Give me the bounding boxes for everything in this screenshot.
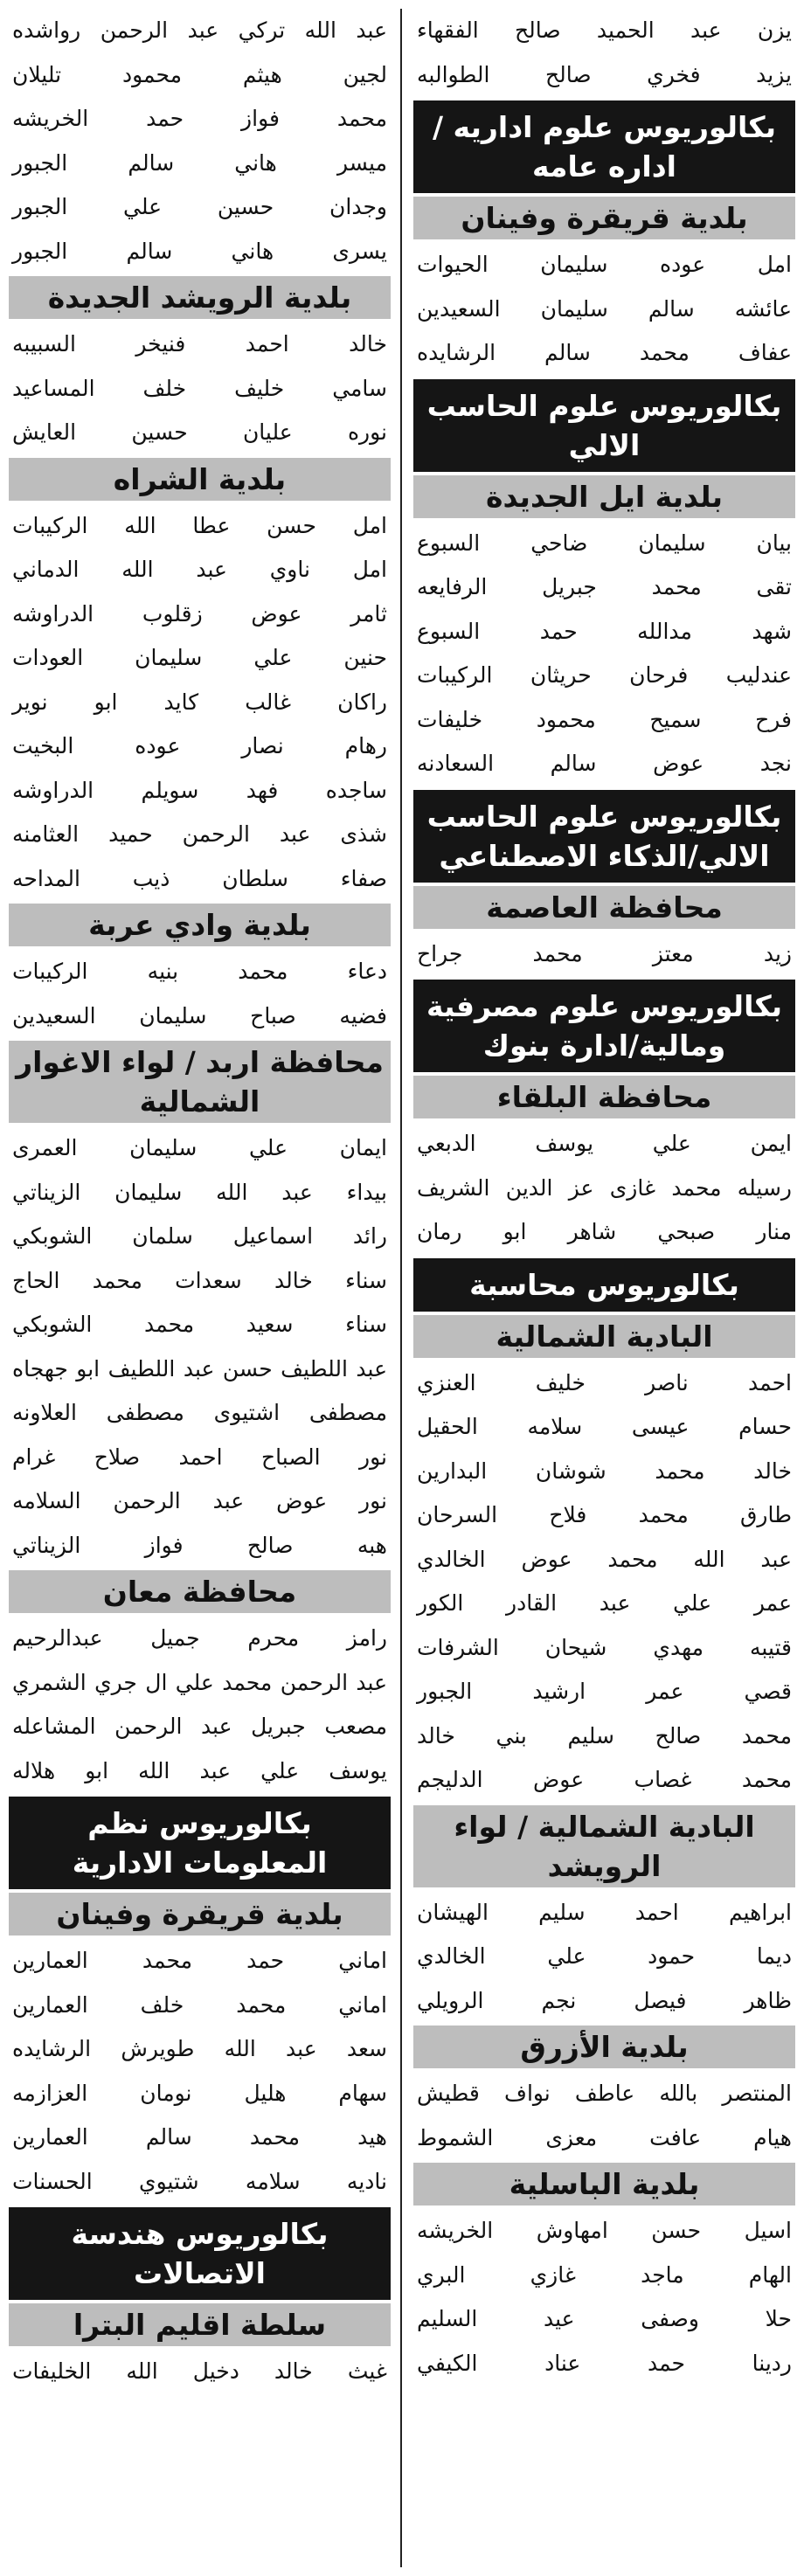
region-heading: سلطة اقليم البترا (9, 2303, 391, 2346)
degree-heading: بكالوريوس علوم الحاسب الالي/الذكاء الاصطناعي (413, 790, 795, 883)
degree-heading: بكالوريوس هندسة الاتصالات (9, 2207, 391, 2300)
name-entry: محمد غصاب عوض الدليجم (417, 1767, 792, 1792)
degree-heading: بكالوريوس محاسبة (413, 1258, 795, 1312)
name-entry: امل عوده سليمان الحيوات (417, 252, 792, 277)
name-entry: نور عوض عبد الرحمن السلامه (12, 1488, 387, 1513)
region-heading: البادية الشمالية / لواء الرويشد (413, 1805, 795, 1887)
name-entry: حسام عيسى سلامه الحقيل (417, 1414, 792, 1439)
name-entry: نوره عليان حسين العايش (12, 419, 387, 445)
name-entry: غيث خالد دخيل الله الخليفات (12, 2358, 387, 2384)
name-entry: زيد معتز محمد جراح (417, 940, 792, 966)
region-heading: بلدية ايل الجديدة (413, 475, 795, 518)
name-entry: ظاهر فيصل نجم الرويلي (417, 1987, 792, 2013)
region-heading: محافظة اربد / لواء الاغوار الشمالية (9, 1041, 391, 1123)
name-entry: عبد الله تركي عبد الرحمن رواشده (12, 17, 387, 43)
name-entry: امل حسن عطا الله الركيبات (12, 512, 387, 538)
name-entry: ابراهيم احمد سليم الهيشان (417, 1899, 792, 1925)
name-entry: ناديه سلامه شتيوي الحسنات (12, 2168, 387, 2194)
name-entry: محمد صالح سليم بني خالد (417, 1722, 792, 1748)
name-entry: سناء سعيد محمد الشوبكي (12, 1312, 387, 1337)
name-entry: محمد فواز حمد الخريشه (12, 106, 387, 131)
name-entry: عندليب فرحان حريثان الركيبات (417, 662, 792, 688)
column-divider (400, 9, 402, 2567)
name-entry: عفاف محمد سالم الرشايده (417, 340, 792, 365)
name-entry: ديما حمود علي الخالدي (417, 1943, 792, 1969)
name-entry: اماني حمد محمد العمارين (12, 1948, 387, 1973)
name-entry: احمد ناصر خليف العنزي (417, 1369, 792, 1395)
name-entry: سامي خليف خلف المساعيد (12, 375, 387, 401)
name-entry: صفاء سلطان ذيب المداحه (12, 865, 387, 891)
newspaper-page (9, 9, 795, 2567)
name-entry: ساجده فهد سويلم الدراوشه (12, 777, 387, 803)
name-entry: سعد عبد الله طويرش الرشايده (12, 2036, 387, 2061)
right-column (413, 9, 795, 2567)
name-entry: رائد اسماعيل سلمان الشوبكي (12, 1223, 387, 1249)
name-entry: عبد الله محمد عوض الخالدي (417, 1546, 792, 1572)
name-entry: عمر علي عبد القادر الكور (417, 1590, 792, 1616)
degree-heading: بكالوريوس علوم الحاسب الالي (413, 379, 795, 472)
name-entry: ايمن علي يوسف الدبعي (417, 1131, 792, 1156)
name-entry: لجين هيثم محمود تليلان (12, 61, 387, 87)
region-heading: بلدية وادي عربة (9, 904, 391, 946)
name-entry: شهد مدالله حمد السبوع (417, 618, 792, 644)
name-entry: قتيبه مهدي شيحان الشرفات (417, 1634, 792, 1660)
degree-heading: بكالوريوس علوم مصرفية ومالية/ادارة بنوك (413, 980, 795, 1072)
name-entry: رهام نصار عوده البخيت (12, 733, 387, 758)
name-entry: ردينا حمد عناد الكيفي (417, 2350, 792, 2376)
name-entry: سناء خالد سعدات محمد الحاج (12, 1267, 387, 1293)
name-entry: يزن عبد الحميد صالح الفقهاء (417, 17, 792, 43)
name-entry: عائشه سالم سليمان السعيدين (417, 295, 792, 322)
region-heading: البادية الشمالية (413, 1315, 795, 1358)
region-heading: بلدية الرويشد الجديدة (9, 276, 391, 319)
name-entry: فرح سميح محمود خليفات (417, 706, 792, 732)
name-entry: هيد محمد سالم العمارين (12, 2124, 387, 2150)
region-heading: بلدية الباسلية (413, 2163, 795, 2206)
name-entry: يزيد فخري صالح الطوالبه (417, 61, 792, 87)
name-entry: ايمان علي سليمان العمرى (12, 1135, 387, 1160)
name-entry: تقى محمد جبريل الرفايعه (417, 574, 792, 599)
name-entry: خالد احمد فنيخر السبيبه (12, 331, 387, 357)
name-entry: اماني محمد خلف العمارين (12, 1991, 387, 2018)
name-entry: خالد محمد شوشان البدارين (417, 1458, 792, 1484)
region-heading: بلدية الشراه (9, 458, 391, 501)
region-heading: بلدية قريقرة وفينان (9, 1893, 391, 1935)
name-entry: امل ناوي عبد الله الدماني (12, 557, 387, 582)
degree-heading: بكالوريوس نظم المعلومات الادارية (9, 1797, 391, 1889)
name-entry: مصطفى اشتيوى مصطفى العلاونه (12, 1400, 387, 1425)
name-entry: شذى عبد الرحمن حميد العثامنه (12, 821, 387, 847)
name-entry: يوسف علي عبد الله ابو هلاله (12, 1757, 387, 1783)
name-entry: ثامر عوض زقلوب الدراوشه (12, 600, 387, 627)
name-entry: نور الصباح احمد صلاح غرام (12, 1444, 387, 1470)
name-entry: المنتصر بالله عاطف نواف قطيش (417, 2081, 792, 2106)
name-entry: عبد اللطيف حسن عبد اللطيف ابو جهجاه (12, 1355, 387, 1381)
degree-heading: بكالوريوس علوم اداريه / اداره عامه (413, 100, 795, 193)
name-entry: قصي عمر ارشيد الجبور (417, 1679, 792, 1704)
name-entry: دعاء محمد بنيه الركيبات (12, 959, 387, 984)
name-entry: رامز محرم جميل عبدالرحيم (12, 1625, 387, 1651)
name-entry: وجدان حسين علي الجبور (12, 194, 387, 219)
region-heading: محافظة معان (9, 1570, 391, 1613)
name-entry: بيان سليمان ضاحي السبوع (417, 530, 792, 556)
name-entry: فضيه صباح سليمان السعيدين (12, 1002, 387, 1028)
name-entry: الهام ماجد غازي البري (417, 2261, 792, 2288)
region-heading: محافظة العاصمة (413, 886, 795, 929)
left-column (9, 9, 391, 2567)
name-entry: بيداء عبد الله سليمان الزيناتي (12, 1179, 387, 1205)
name-entry: حلا وصفى عيد السليم (417, 2306, 792, 2331)
name-entry: سهام هليل نومان العزازمه (12, 2080, 387, 2106)
name-entry: هبه صالح فواز الزيناتي (12, 1532, 387, 1558)
name-entry: طارق محمد فلاح السرحان (417, 1502, 792, 1527)
name-entry: عبد الرحمن محمد علي ال جري الشمري (12, 1669, 387, 1695)
region-heading: محافظة البلقاء (413, 1076, 795, 1118)
name-entry: نجد عوض سالم السعادنه (417, 751, 792, 776)
region-heading: بلدية الأزرق (413, 2025, 795, 2068)
name-entry: ميسر هاني سالم الجبور (12, 149, 387, 176)
name-entry: رسيله محمد غازى عز الدين الشريف (417, 1174, 792, 1201)
name-entry: هيام عافت معزى الشموط (417, 2124, 792, 2150)
region-heading: بلدية قريقرة وفينان (413, 197, 795, 239)
name-entry: مصعب جبريل عبد الرحمن المشاعله (12, 1714, 387, 1739)
name-entry: منار صبحي شاهر ابو رمان (417, 1219, 792, 1244)
name-entry: حنين علي سليمان العودات (12, 645, 387, 670)
name-entry: اسيل حسن امهاوش الخريشه (417, 2218, 792, 2243)
name-entry: يسرى هاني سالم الجبور (12, 238, 387, 264)
name-entry: راكان غالب كايد ابو نوير (12, 689, 387, 715)
